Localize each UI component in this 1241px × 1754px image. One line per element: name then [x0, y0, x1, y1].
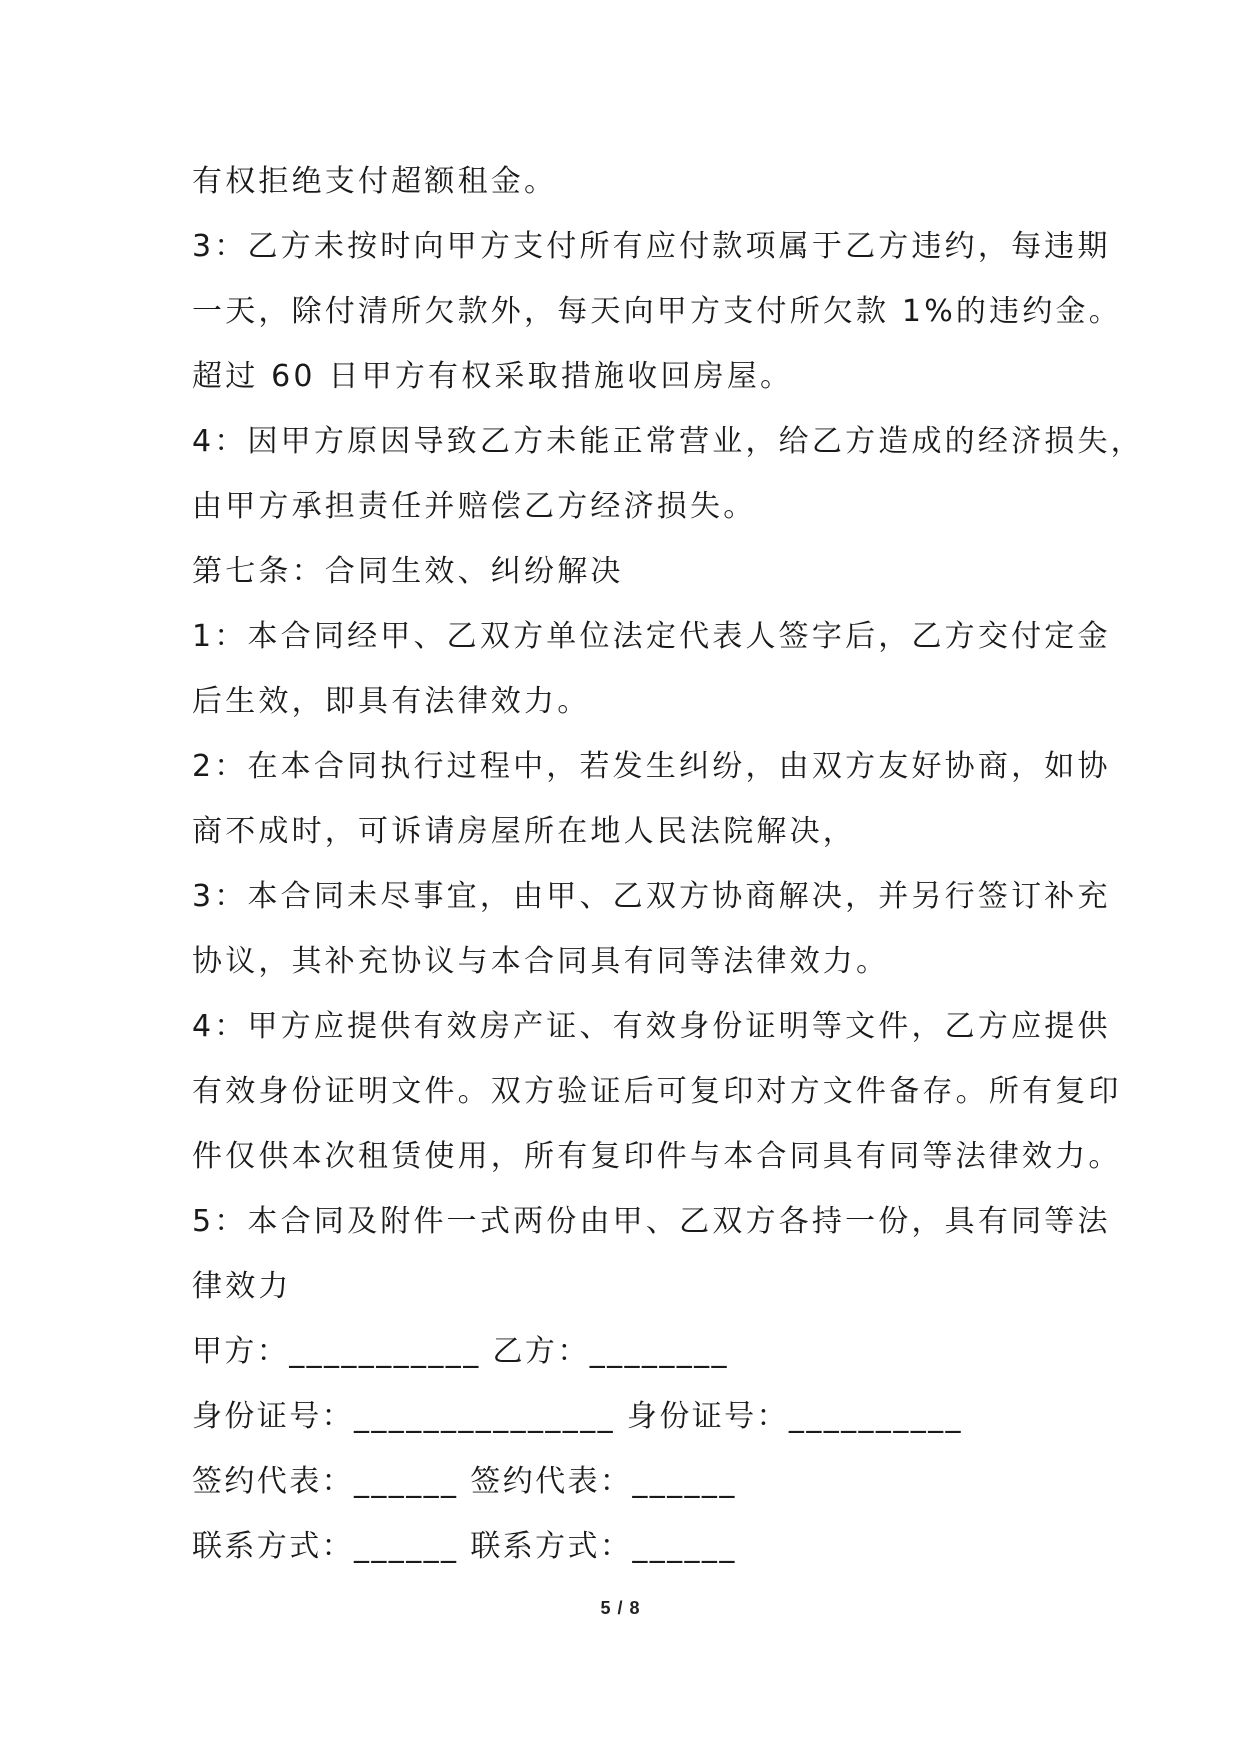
- text-line: 有权拒绝支付超额租金。: [192, 164, 558, 199]
- text-line: 5：本合同及附件一式两份由甲、乙双方各持一份，具有同等法: [192, 1204, 1111, 1239]
- text-line: 3：乙方未按时向甲方支付所有应付款项属于乙方违约，每违期: [192, 229, 1111, 264]
- text-line: 律效力: [192, 1269, 292, 1304]
- text-line: 商不成时，可诉请房屋所在地人民法院解决，: [192, 814, 856, 849]
- text-line: 由甲方承担责任并赔偿乙方经济损失。: [192, 489, 757, 524]
- text-line: 4：甲方应提供有效房产证、有效身份证明等文件，乙方应提供: [192, 1009, 1111, 1044]
- signature-line-party: 甲方：___________ 乙方：________: [192, 1334, 729, 1369]
- document-body: [192, 158, 1144, 1588]
- text-line: 超过 60 日甲方有权采取措施收回房屋。: [192, 359, 794, 394]
- text-line: 协议，其补充协议与本合同具有同等法律效力。: [192, 944, 890, 979]
- text-line: 件仅供本次租赁使用，所有复印件与本合同具有同等法律效力。: [192, 1139, 1122, 1174]
- text-line: 4：因甲方原因导致乙方未能正常营业，给乙方造成的经济损失，: [192, 424, 1144, 459]
- text-line: 后生效，即具有法律效力。: [192, 684, 591, 719]
- text-line: 有效身份证明文件。双方验证后可复印对方文件备存。所有复印: [192, 1074, 1122, 1109]
- text-line: 一天，除付清所欠款外，每天向甲方支付所欠款 1%的违约金。: [192, 294, 1122, 329]
- signature-line-representative: 签约代表：______ 签约代表：______: [192, 1464, 737, 1499]
- signature-line-id-number: 身份证号：_______________ 身份证号：__________: [192, 1399, 963, 1434]
- text-line: 3：本合同未尽事宜，由甲、乙双方协商解决，并另行签订补充: [192, 879, 1111, 914]
- text-line: 1：本合同经甲、乙双方单位法定代表人签字后，乙方交付定金: [192, 619, 1111, 654]
- page-number: 5 / 8: [600, 1598, 641, 1618]
- signature-line-contact: 联系方式：______ 联系方式：______: [192, 1529, 737, 1564]
- text-line: 2：在本合同执行过程中，若发生纠纷，由双方友好协商，如协: [192, 749, 1111, 784]
- section-heading: 第七条：合同生效、纠纷解决: [192, 554, 624, 589]
